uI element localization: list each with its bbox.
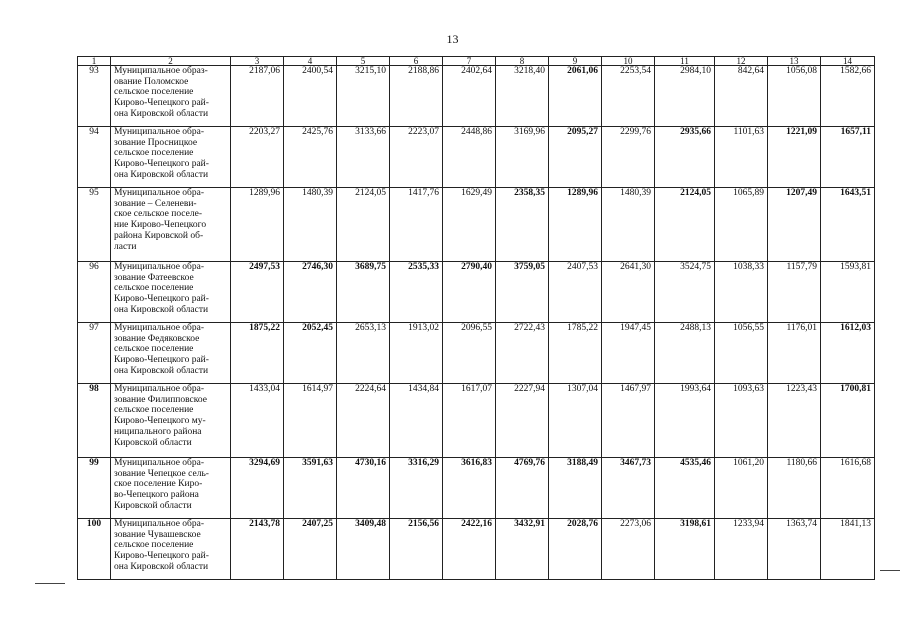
value-cell-col-9: 2061,06 bbox=[549, 66, 602, 127]
value-cell-col-5: 2653,13 bbox=[337, 323, 390, 384]
municipality-name-line: Муниципальное обра- bbox=[114, 188, 205, 198]
municipality-name bbox=[111, 384, 231, 458]
value-cell-col-7: 2402,64 bbox=[443, 66, 496, 127]
table-row bbox=[78, 66, 875, 127]
municipality-name-line: она Кировской области bbox=[114, 304, 209, 315]
table-row bbox=[78, 262, 875, 323]
municipality-name-line: сельское поселение bbox=[114, 283, 194, 294]
value-cell-col-6: 2223,07 bbox=[390, 127, 443, 188]
value-cell-col-13: 1176,01 bbox=[768, 323, 821, 384]
value-cell-col-13: 1180,66 bbox=[768, 458, 821, 519]
right-margin-rule bbox=[880, 570, 900, 571]
value-cell-col-11: 2935,66 bbox=[655, 127, 715, 188]
value-cell-col-10: 2299,76 bbox=[602, 127, 655, 188]
value-cell-col-6: 1434,84 bbox=[390, 384, 443, 458]
row-number: 99 bbox=[78, 458, 111, 519]
value-cell-col-11: 2984,10 bbox=[655, 66, 715, 127]
value-cell-col-14: 1700,81 bbox=[821, 384, 875, 458]
value-cell-col-14: 1582,66 bbox=[821, 66, 875, 127]
value-cell-col-4: 2052,45 bbox=[284, 323, 337, 384]
value-cell-col-12: 1093,63 bbox=[715, 384, 768, 458]
table-row bbox=[78, 127, 875, 188]
value-cell-col-7: 1629,49 bbox=[443, 188, 496, 262]
row-number: 93 bbox=[78, 66, 111, 127]
value-cell-col-3: 1433,04 bbox=[231, 384, 284, 458]
value-cell-col-6: 1417,76 bbox=[390, 188, 443, 262]
column-header: 6 bbox=[390, 57, 443, 66]
value-cell-col-4: 3591,63 bbox=[284, 458, 337, 519]
municipality-name-line: она Кировской области bbox=[114, 365, 209, 376]
municipality-name-line: сельское поселение bbox=[114, 405, 194, 416]
municipality-name-line: зование Федяковское bbox=[114, 333, 200, 344]
row-number: 97 bbox=[78, 323, 111, 384]
value-cell-col-4: 2407,25 bbox=[284, 519, 337, 580]
value-cell-col-12: 1101,63 bbox=[715, 127, 768, 188]
value-cell-col-3: 3294,69 bbox=[231, 458, 284, 519]
column-header: 11 bbox=[655, 57, 715, 66]
value-cell-col-6: 1913,02 bbox=[390, 323, 443, 384]
value-cell-col-4: 1480,39 bbox=[284, 188, 337, 262]
municipality-name-line: Кирово-Чепецкого му- bbox=[114, 416, 206, 427]
municipality-name-line: ние Кирово-Чепецкого bbox=[114, 220, 207, 231]
value-cell-col-11: 4535,46 bbox=[655, 458, 715, 519]
row-number: 95 bbox=[78, 188, 111, 262]
value-cell-col-10: 3467,73 bbox=[602, 458, 655, 519]
left-margin-rule bbox=[35, 583, 65, 584]
value-cell-col-13: 1157,79 bbox=[768, 262, 821, 323]
value-cell-col-8: 2722,43 bbox=[496, 323, 549, 384]
row-number: 98 bbox=[78, 384, 111, 458]
value-cell-col-12: 842,64 bbox=[715, 66, 768, 127]
value-cell-col-3: 1289,96 bbox=[231, 188, 284, 262]
value-cell-col-12: 1233,94 bbox=[715, 519, 768, 580]
value-cell-col-10: 2641,30 bbox=[602, 262, 655, 323]
value-cell-col-3: 2203,27 bbox=[231, 127, 284, 188]
municipality-name-line: зование Чувашевское bbox=[114, 529, 201, 540]
column-header: 13 bbox=[768, 57, 821, 66]
value-cell-col-7: 2448,86 bbox=[443, 127, 496, 188]
value-cell-col-14: 1657,11 bbox=[821, 127, 875, 188]
municipality-name-line: зование Чепецкое сель- bbox=[114, 468, 209, 479]
municipality-name-line: во-Чепецкого района bbox=[114, 490, 199, 501]
municipality-name-line: зование Просницкое bbox=[114, 137, 198, 148]
municipality-name-line: сельское поселение bbox=[114, 148, 194, 159]
value-cell-col-5: 3133,66 bbox=[337, 127, 390, 188]
page-number: 13 bbox=[446, 32, 459, 46]
value-cell-col-14: 1616,68 bbox=[821, 458, 875, 519]
value-cell-col-8: 2227,94 bbox=[496, 384, 549, 458]
value-cell-col-3: 1875,22 bbox=[231, 323, 284, 384]
municipality-name-line: Кирово-Чепецкого рай- bbox=[114, 294, 209, 305]
tariff-table bbox=[77, 56, 875, 580]
municipality-name-line: ское сельское поселе- bbox=[114, 209, 202, 220]
municipality-name-line: Муниципальное образ- bbox=[114, 66, 208, 76]
value-cell-col-13: 1056,08 bbox=[768, 66, 821, 127]
value-cell-col-12: 1065,89 bbox=[715, 188, 768, 262]
municipality-name-line: Кирово-Чепецкого рай- bbox=[114, 159, 209, 170]
value-cell-col-6: 2156,56 bbox=[390, 519, 443, 580]
value-cell-col-5: 2124,05 bbox=[337, 188, 390, 262]
value-cell-col-9: 1307,04 bbox=[549, 384, 602, 458]
municipality-name bbox=[111, 66, 231, 127]
value-cell-col-9: 1289,96 bbox=[549, 188, 602, 262]
column-header: 10 bbox=[602, 57, 655, 66]
value-cell-col-10: 1947,45 bbox=[602, 323, 655, 384]
column-header: 1 bbox=[78, 57, 111, 66]
value-cell-col-9: 2095,27 bbox=[549, 127, 602, 188]
municipality-name-line: Муниципальное обра- bbox=[114, 262, 205, 272]
value-cell-col-9: 2407,53 bbox=[549, 262, 602, 323]
value-cell-col-7: 2422,16 bbox=[443, 519, 496, 580]
value-cell-col-14: 1612,03 bbox=[821, 323, 875, 384]
value-cell-col-7: 1617,07 bbox=[443, 384, 496, 458]
municipality-name bbox=[111, 519, 231, 580]
municipality-name-line: района Кировской об- bbox=[114, 230, 204, 241]
column-header: 7 bbox=[443, 57, 496, 66]
value-cell-col-11: 2488,13 bbox=[655, 323, 715, 384]
municipality-name-line: она Кировской области bbox=[114, 169, 209, 180]
row-number: 96 bbox=[78, 262, 111, 323]
municipality-name-line: ласти bbox=[114, 241, 137, 252]
value-cell-col-4: 2425,76 bbox=[284, 127, 337, 188]
row-number: 100 bbox=[78, 519, 111, 580]
column-header: 2 bbox=[111, 57, 231, 66]
value-cell-col-7: 2790,40 bbox=[443, 262, 496, 323]
municipality-name-line: Муниципальное обра- bbox=[114, 384, 205, 394]
column-header: 12 bbox=[715, 57, 768, 66]
value-cell-col-4: 2746,30 bbox=[284, 262, 337, 323]
value-cell-col-13: 1223,43 bbox=[768, 384, 821, 458]
value-cell-col-11: 3198,61 bbox=[655, 519, 715, 580]
value-cell-col-10: 2253,54 bbox=[602, 66, 655, 127]
municipality-name-line: Кирово-Чепецкого рай- bbox=[114, 98, 209, 109]
municipality-name-line: Муниципальное обра- bbox=[114, 127, 205, 137]
value-cell-col-12: 1056,55 bbox=[715, 323, 768, 384]
municipality-name-line: сельское поселение bbox=[114, 87, 194, 98]
value-cell-col-4: 2400,54 bbox=[284, 66, 337, 127]
column-header: 9 bbox=[549, 57, 602, 66]
value-cell-col-11: 1993,64 bbox=[655, 384, 715, 458]
value-cell-col-8: 3169,96 bbox=[496, 127, 549, 188]
municipality-name bbox=[111, 127, 231, 188]
value-cell-col-5: 4730,16 bbox=[337, 458, 390, 519]
column-header: 3 bbox=[231, 57, 284, 66]
value-cell-col-14: 1643,51 bbox=[821, 188, 875, 262]
value-cell-col-8: 3759,05 bbox=[496, 262, 549, 323]
municipality-name bbox=[111, 188, 231, 262]
municipality-name-line: Кировской области bbox=[114, 500, 192, 511]
value-cell-col-3: 2497,53 bbox=[231, 262, 284, 323]
municipality-name-line: ование Поломское bbox=[114, 76, 189, 87]
value-cell-col-8: 4769,76 bbox=[496, 458, 549, 519]
value-cell-col-5: 3689,75 bbox=[337, 262, 390, 323]
municipality-name-line: зование Филипповское bbox=[114, 394, 207, 405]
table-row bbox=[78, 323, 875, 384]
value-cell-col-8: 3432,91 bbox=[496, 519, 549, 580]
value-cell-col-12: 1061,20 bbox=[715, 458, 768, 519]
value-cell-col-4: 1614,97 bbox=[284, 384, 337, 458]
municipality-name bbox=[111, 458, 231, 519]
municipality-name-line: сельское поселение bbox=[114, 344, 194, 355]
table-row bbox=[78, 384, 875, 458]
municipality-name-line: сельское поселение bbox=[114, 540, 194, 551]
column-header: 4 bbox=[284, 57, 337, 66]
table-row bbox=[78, 458, 875, 519]
value-cell-col-5: 3215,10 bbox=[337, 66, 390, 127]
municipality-name bbox=[111, 262, 231, 323]
value-cell-col-9: 3188,49 bbox=[549, 458, 602, 519]
municipality-name-line: зование Фатеевское bbox=[114, 272, 194, 283]
value-cell-col-6: 2535,33 bbox=[390, 262, 443, 323]
municipality-name-line: она Кировской области bbox=[114, 108, 209, 119]
municipality-name-line: она Кировской области bbox=[114, 561, 209, 572]
value-cell-col-9: 1785,22 bbox=[549, 323, 602, 384]
value-cell-col-11: 2124,05 bbox=[655, 188, 715, 262]
value-cell-col-12: 1038,33 bbox=[715, 262, 768, 323]
table-body bbox=[78, 66, 875, 580]
value-cell-col-13: 1221,09 bbox=[768, 127, 821, 188]
value-cell-col-3: 2143,78 bbox=[231, 519, 284, 580]
column-header: 8 bbox=[496, 57, 549, 66]
value-cell-col-7: 3616,83 bbox=[443, 458, 496, 519]
value-cell-col-13: 1363,74 bbox=[768, 519, 821, 580]
value-cell-col-14: 1593,81 bbox=[821, 262, 875, 323]
value-cell-col-6: 2188,86 bbox=[390, 66, 443, 127]
value-cell-col-3: 2187,06 bbox=[231, 66, 284, 127]
column-header: 14 bbox=[821, 57, 875, 66]
value-cell-col-7: 2096,55 bbox=[443, 323, 496, 384]
column-number-row bbox=[78, 57, 875, 66]
municipality-name bbox=[111, 323, 231, 384]
value-cell-col-13: 1207,49 bbox=[768, 188, 821, 262]
value-cell-col-10: 2273,06 bbox=[602, 519, 655, 580]
value-cell-col-8: 3218,40 bbox=[496, 66, 549, 127]
row-number: 94 bbox=[78, 127, 111, 188]
value-cell-col-14: 1841,13 bbox=[821, 519, 875, 580]
municipality-name-line: зование – Селеневи- bbox=[114, 198, 197, 209]
value-cell-col-9: 2028,76 bbox=[549, 519, 602, 580]
value-cell-col-10: 1467,97 bbox=[602, 384, 655, 458]
value-cell-col-5: 2224,64 bbox=[337, 384, 390, 458]
value-cell-col-5: 3409,48 bbox=[337, 519, 390, 580]
municipality-name-line: Муниципальное обра- bbox=[114, 519, 205, 529]
value-cell-col-10: 1480,39 bbox=[602, 188, 655, 262]
municipality-name-line: ское поселение Киро- bbox=[114, 479, 203, 490]
value-cell-col-6: 3316,29 bbox=[390, 458, 443, 519]
municipality-name-line: Кировской области bbox=[114, 437, 192, 448]
municipality-name-line: Муниципальное обра- bbox=[114, 458, 205, 468]
municipality-name-line: Кирово-Чепецкого рай- bbox=[114, 551, 209, 562]
municipality-name-line: ниципального района bbox=[114, 426, 202, 437]
municipality-name-line: Кирово-Чепецкого рай- bbox=[114, 355, 209, 366]
table-row bbox=[78, 188, 875, 262]
table-row bbox=[78, 519, 875, 580]
value-cell-col-8: 2358,35 bbox=[496, 188, 549, 262]
municipality-name-line: Муниципальное обра- bbox=[114, 323, 205, 333]
value-cell-col-11: 3524,75 bbox=[655, 262, 715, 323]
column-header: 5 bbox=[337, 57, 390, 66]
